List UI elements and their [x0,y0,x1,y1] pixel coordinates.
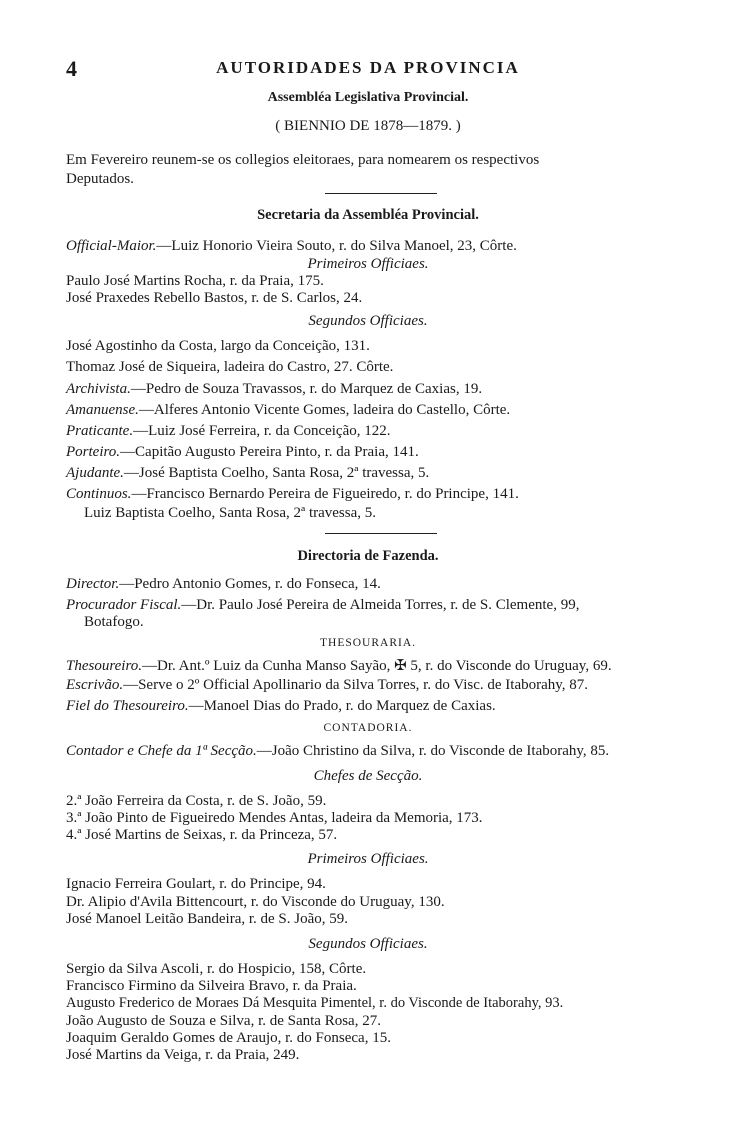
entry-title: Archivista. [66,381,131,397]
subtitle: Assembléa Legislativa Provincial. [267,90,469,105]
list-item: Joaquim Geraldo Gomes de Araujo, r. do Fonseca, 15. [66,1030,391,1046]
entry-text: —Pedro Antonio Gomes, r. do Fonseca, 14. [119,576,381,592]
fiel-entry [66,698,496,715]
procurador-continuation: Botafogo. [84,614,144,630]
section-heading-fazenda: Directoria de Fazenda. [297,548,439,564]
list-item: Dr. Alipio d'Avila Bittencourt, r. do Visconde do Uruguay, 130. [66,894,445,910]
subheading-segundos-fazenda: Segundos Officiaes. [308,936,428,952]
escrivao-entry [66,677,588,694]
official-maior-entry [66,238,517,255]
entry-text: —Luiz José Ferreira, r. da Conceição, 122. [133,423,391,439]
entry-text: —Serve o 2º Official Apollinario da Silva Torres, r. do Visc. de Itaborahy, 87. [123,677,589,693]
subheading-primeiros-fazenda: Primeiros Officiaes. [307,851,429,867]
list-item: Augusto Frederico de Moraes Dá Mesquita Pimentel, r. do Visconde de Itaborahy, 93. [66,995,564,1011]
entry-text: —Dr. Paulo José Pereira de Almeida Torres, r. de S. Clemente, 99, [181,597,580,613]
director-entry [66,576,381,593]
section-heading-secretaria: Secretaria da Assembléa Provincial. [257,207,479,223]
amanuense-entry [66,402,510,419]
thesoureiro-entry [66,656,612,675]
intro-line-1: Em Fevereiro reunem-se os collegios eleitoraes, para nomearem os respectivos [66,152,540,168]
list-item: Ignacio Ferreira Goulart, r. do Principe, 94. [66,876,326,892]
entry-text: —Capitão Augusto Pereira Pinto, r. da Praia, 141. [120,444,419,460]
entry-title: Director. [66,576,120,592]
intro-line-2: Deputados. [66,171,134,187]
list-item: José Agostinho da Costa, largo da Conceição, 131. [66,338,370,354]
entry-text: —Alferes Antonio Vicente Gomes, ladeira do Castello, Côrte. [138,402,511,418]
entry-text: —Pedro de Souza Travassos, r. do Marquez de Caxias, 19. [130,381,483,397]
list-item: João Augusto de Souza e Silva, r. de Santa Rosa, 27. [66,1013,381,1029]
subheading-chefes: Chefes de Secção. [313,768,423,784]
procurador-entry [66,597,579,614]
praticante-entry [66,423,391,440]
list-item: 2.ª João Ferreira da Costa, r. de S. João, 59. [66,793,327,809]
subheading-thesouraria: THESOURARIA. [319,637,416,649]
list-item: 3.ª João Pinto de Figueiredo Mendes Antas, ladeira da Memoria, 173. [66,810,483,826]
list-item: 4.ª José Martins de Seixas, r. da Princeza, 57. [66,827,338,843]
entry-title: Contador e Chefe da 1ª Secção. [66,743,257,759]
entry-title: Official-Maior. [66,238,157,254]
entry-title: Ajudante. [66,465,124,481]
subheading-contadoria: CONTADORIA. [323,722,413,734]
entry-text: —Francisco Bernardo Pereira de Figueiredo, r. do Principe, 141. [131,486,519,502]
entry-title: Escrivão. [66,677,124,693]
entry-text: —João Christino da Silva, r. do Visconde de Itaborahy, 85. [256,743,610,759]
biennio: ( BIENNIO DE 1878—1879. ) [275,118,461,134]
entry-text: —Luiz Honorio Vieira Souto, r. do Silva Manoel, 23, Côrte. [156,238,517,254]
archivista-entry [66,381,482,398]
entry-title: Procurador Fiscal. [66,597,182,613]
list-item: José Praxedes Rebello Bastos, r. de S. Carlos, 24. [66,290,363,306]
entry-text: —José Baptista Coelho, Santa Rosa, 2ª travessa, 5. [123,465,430,481]
subheading-segundos: Segundos Officiaes. [308,313,428,329]
entry-title: Amanuense. [66,402,139,418]
entry-title: Praticante. [66,423,134,439]
list-item: Luiz Baptista Coelho, Santa Rosa, 2ª travessa, 5. [84,505,377,521]
list-item: José Martins da Veiga, r. da Praia, 249. [66,1047,300,1063]
entry-title: Fiel do Thesoureiro. [66,698,189,714]
ajudante-entry [66,465,429,482]
porteiro-entry [66,444,419,461]
page-number: 4 [66,56,77,81]
entry-title: Continuos. [66,486,132,502]
entry-title: Porteiro. [66,444,121,460]
running-title: AUTORIDADES DA PROVINCIA [216,58,520,77]
entry-title: Thesoureiro. [66,658,142,674]
continuos-entry [66,486,519,503]
section-divider [325,533,437,534]
list-item: Thomaz José de Siqueira, ladeira do Castro, 27. Côrte. [66,359,394,375]
section-divider [325,193,437,194]
entry-text: —Dr. Ant.º Luiz da Cunha Manso Sayão, ✠ 5, r. do Visconde do Uruguay, 69. [141,658,612,674]
subheading-primeiros: Primeiros Officiaes. [307,256,429,272]
entry-text: —Manoel Dias do Prado, r. do Marquez de Caxias. [188,698,496,714]
list-item: Paulo José Martins Rocha, r. da Praia, 175. [66,273,324,289]
list-item: Francisco Firmino da Silveira Bravo, r. da Praia. [66,978,357,994]
contador-entry [66,743,609,760]
list-item: José Manoel Leitão Bandeira, r. de S. João, 59. [66,911,349,927]
list-item: Sergio da Silva Ascoli, r. do Hospicio, 158, Côrte. [66,961,367,977]
